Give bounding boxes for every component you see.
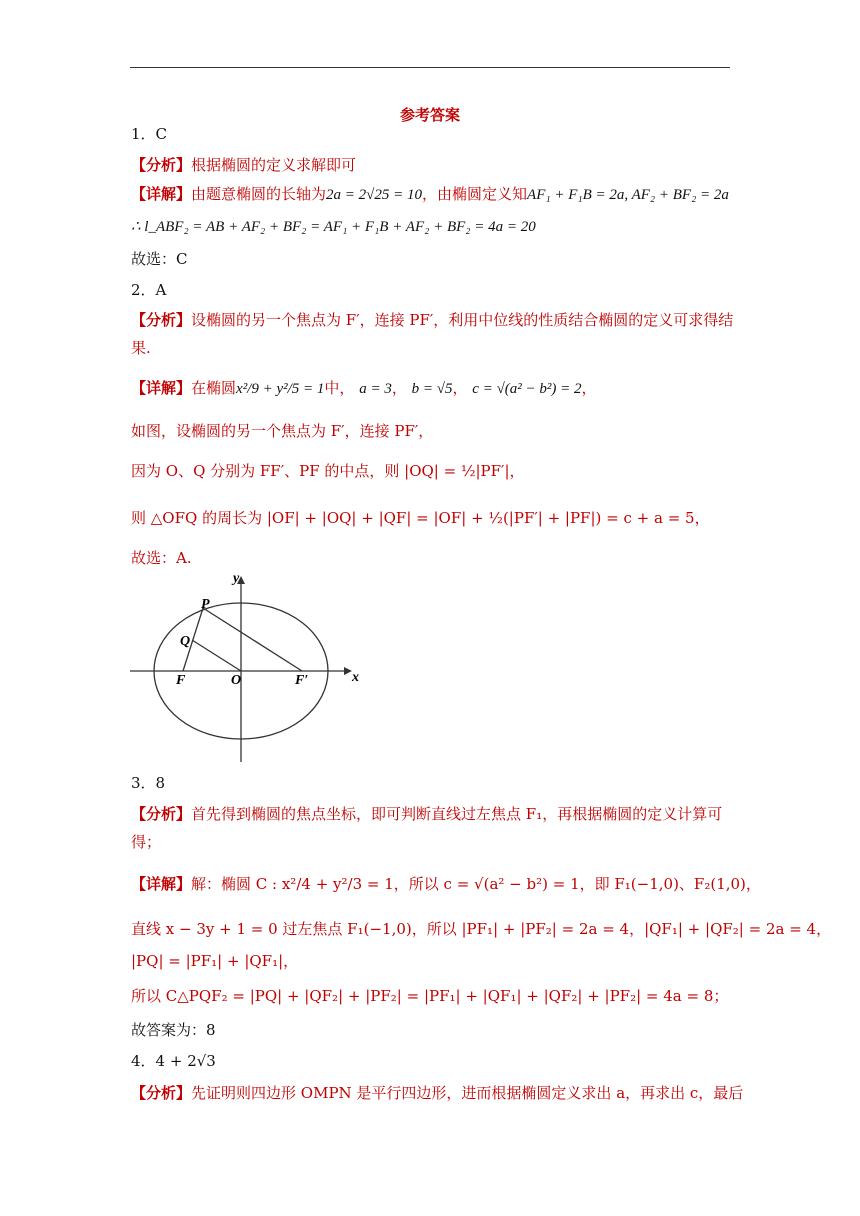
label-o: O xyxy=(231,673,242,688)
segment-pfprime xyxy=(203,608,302,671)
label-fprime: F′ xyxy=(295,673,309,688)
q2-analysis xyxy=(131,309,733,331)
q1-analysis-text: 根据椭圆的定义求解即可 xyxy=(191,156,357,174)
q4-number: 4．4 + 2√3 xyxy=(131,1052,216,1070)
q3-analysis xyxy=(131,803,722,825)
q4-analysis-tag: 【分析】 xyxy=(131,1084,192,1102)
q1-number: 1．C xyxy=(131,125,168,143)
label-p: P xyxy=(201,597,210,612)
label-q: Q xyxy=(180,634,191,649)
q2-analysis-tag: 【分析】 xyxy=(131,311,192,329)
q3-detail-line1: 解：椭圆 C : x²/4 + y²/3 = 1，所以 c = √(a² − b²) = 1，即 F₁(−1,0)、F₂(1,0)， xyxy=(191,875,761,893)
q3-detail-tag: 【详解】 xyxy=(131,875,192,893)
q2-line-figure: 如图，设椭圆的另一个焦点为 F′，连接 PF′， xyxy=(131,422,434,440)
q3-detail-line2: 直线 x − 3y + 1 = 0 过左焦点 F₁(−1,0)，所以 |PF₁| + |PF₂| = 2a = 4，|QF₁| + |QF₂| = 2a = 4， xyxy=(131,920,832,938)
q2-analysis-text: 设椭圆的另一个焦点为 F′，连接 PF′，利用中位线的性质结合椭圆的定义可求得结 xyxy=(191,311,734,329)
q4-analysis xyxy=(131,1082,743,1104)
q1-answer: 故选：C xyxy=(131,250,188,268)
q2-eq-a: a = 3 xyxy=(359,381,392,397)
label-f: F xyxy=(176,673,186,688)
header-rule xyxy=(130,67,730,68)
x-axis-arrow xyxy=(344,667,352,675)
q3-detail xyxy=(131,873,761,895)
label-y: y xyxy=(233,571,240,586)
q2-detail-tag: 【详解】 xyxy=(131,379,192,397)
q3-analysis-text: 首先得到椭圆的焦点坐标，即可判断直线过左焦点 F₁，再根据椭圆的定义计算可 xyxy=(191,805,723,823)
q3-answer: 故答案为：8 xyxy=(131,1021,216,1039)
q1-detail xyxy=(131,183,729,206)
q2-eq-c: c = √(a² − b²) = 2 xyxy=(472,381,582,397)
q1-eq-perimeter-text: ∴ l_ABF₂ = AB + AF₂ + BF₂ = AF₁ + F₁B + AF₂ + BF₂ = 4a = 20 xyxy=(131,219,536,235)
q1-detail-tag: 【详解】 xyxy=(131,185,192,203)
q3-number: 3．8 xyxy=(131,774,166,792)
q1-analysis-tag: 【分析】 xyxy=(131,156,192,174)
q2-analysis-cont: 果. xyxy=(131,339,151,357)
q2-detail: 【详解】在椭圆x²/9 + y²/5 = 1中， a = 3， b = √5， c = √(a² − b²) = 2， xyxy=(131,379,597,397)
q2-eq-ellipse: x²/9 + y²/5 = 1 xyxy=(236,381,325,397)
q2-answer: 故选：A. xyxy=(131,549,192,567)
q1-eq-major: 2a = 2√25 = 10 xyxy=(326,187,423,203)
segment-qo xyxy=(192,640,241,671)
q1-analysis xyxy=(131,154,356,176)
q2-detail-text-b: 中， xyxy=(324,379,355,397)
q2-line-midpoint: 因为 O、Q 分别为 FF′、PF 的中点，则 |OQ| = ½|PF′|， xyxy=(131,462,525,480)
page-title: 参考答案 xyxy=(399,106,460,124)
q2-detail-text-a: 在椭圆 xyxy=(191,379,237,397)
q1-detail-text-a: 由题意椭圆的长轴为 xyxy=(191,185,327,203)
q4-analysis-text: 先证明则四边形 OMPN 是平行四边形，进而根据椭圆定义求出 a，再求出 c，最后 xyxy=(191,1084,744,1102)
q1-eq-perimeter xyxy=(131,215,536,238)
q3-detail-line3: |PQ| = |PF₁| + |QF₁|， xyxy=(131,952,299,970)
q3-analysis-cont: 得； xyxy=(131,833,162,851)
ellipse-figure xyxy=(130,570,370,765)
q2-number: 2．A xyxy=(131,281,167,299)
q1-eq-def: AF₁ + F₁B = 2a, AF₂ + BF₂ = 2a xyxy=(527,187,729,203)
q3-analysis-tag: 【分析】 xyxy=(131,805,192,823)
q3-detail-line4: 所以 C△PQF₂ = |PQ| + |QF₂| + |PF₂| = |PF₁| + |QF₁| + |QF₂| + |PF₂| = 4a = 8； xyxy=(131,987,729,1005)
label-x: x xyxy=(352,670,359,685)
q2-line-perimeter: 则 △OFQ 的周长为 |OF| + |OQ| + |QF| = |OF| + ½(|PF′| + |PF|) = c + a = 5， xyxy=(131,509,710,527)
q1-detail-text-b: ，由椭圆定义知 xyxy=(422,185,528,203)
q2-eq-b: b = √5 xyxy=(411,381,453,397)
